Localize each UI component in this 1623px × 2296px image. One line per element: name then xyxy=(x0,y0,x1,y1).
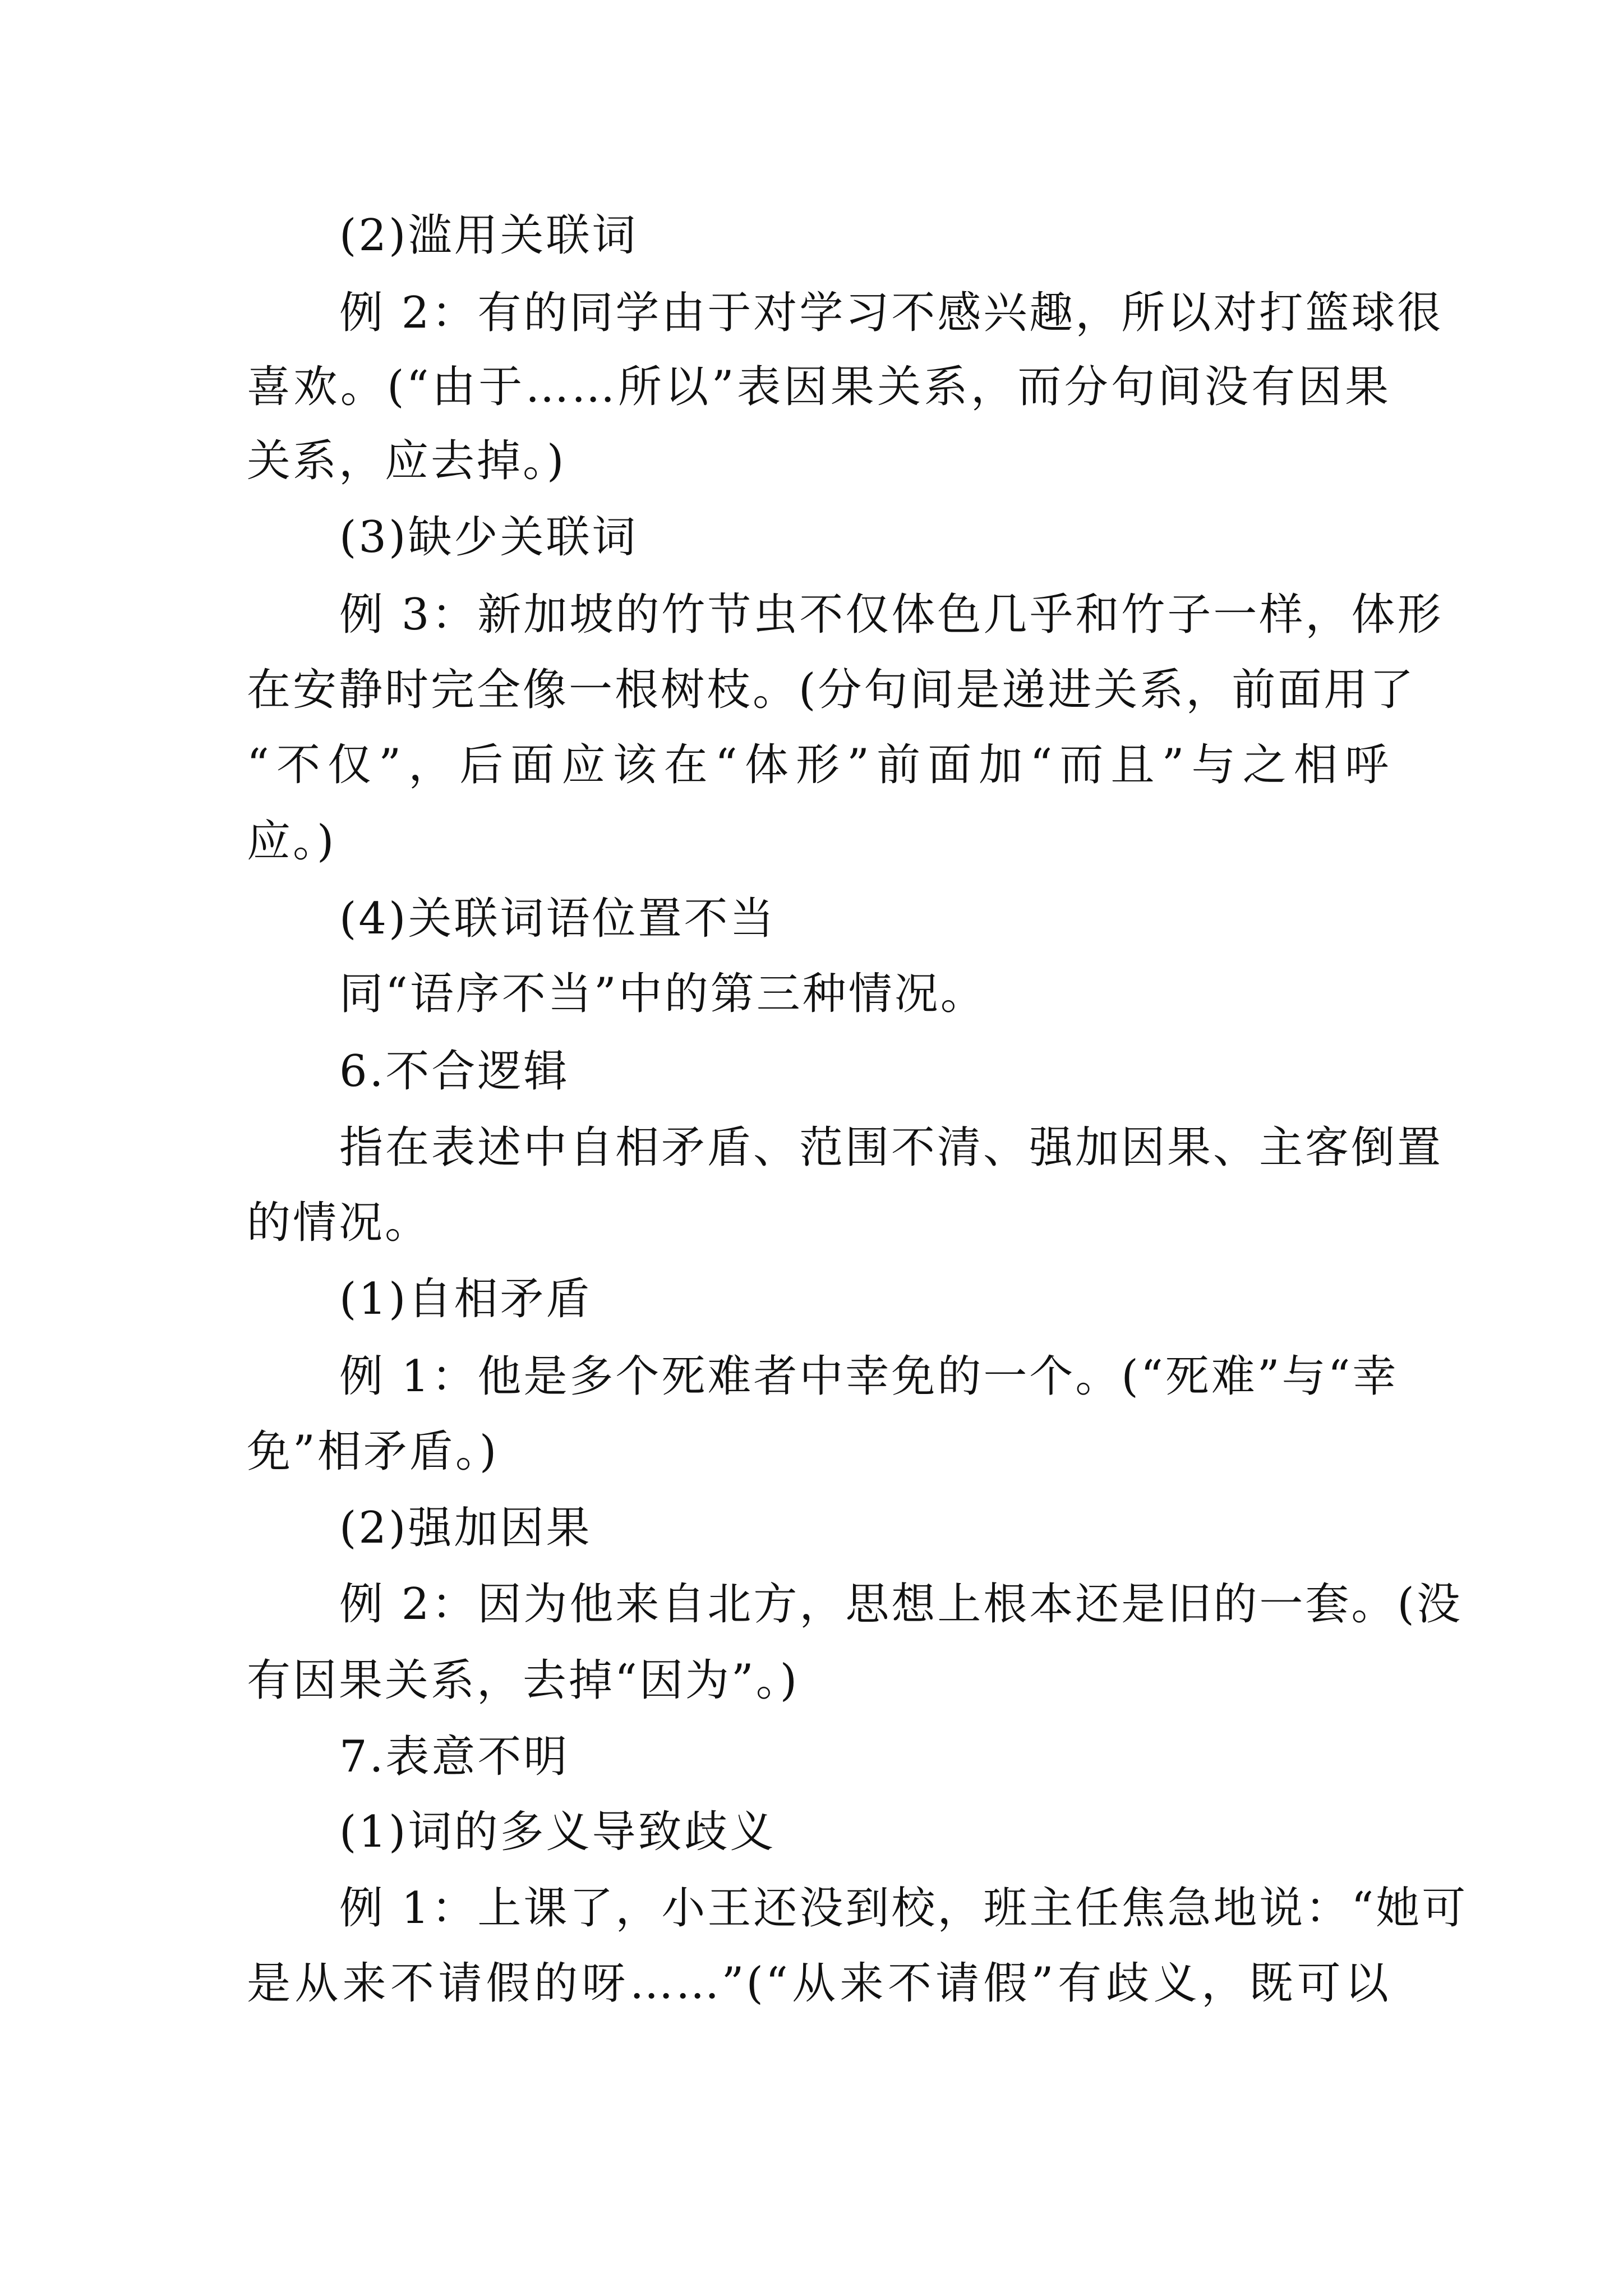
section-heading-illogical: 6.不合逻辑 xyxy=(339,1046,570,1097)
paragraph-line: 例 2：因为他来自北方，思想上根本还是旧的一套。(没 xyxy=(339,1579,1463,1630)
heading-forced-causality: (2)强加因果 xyxy=(339,1503,592,1553)
paragraph-line: 例 1：他是多个死难者中幸免的一个。(“死难”与“幸 xyxy=(339,1351,1399,1402)
paragraph-line: 指在表述中自相矛盾、范围不清、强加因果、主客倒置 xyxy=(339,1122,1444,1173)
paragraph-line: 例 2：有的同学由于对学习不感兴趣，所以对打篮球很 xyxy=(339,288,1444,338)
paragraph-line: 例 1：上课了，小王还没到校，班主任焦急地说：“她可 xyxy=(339,1883,1468,1934)
paragraph-line: “不仅”，后面应该在“体形”前面加“而且”与之相呼 xyxy=(247,740,1391,790)
heading-self-contradiction: (1)自相矛盾 xyxy=(339,1274,592,1324)
paragraph-line: 是从来不请假的呀……”(“从来不请假”有歧义，既可以 xyxy=(247,1958,1391,2009)
heading-abuse-conjunctions: (2)滥用关联词 xyxy=(339,210,638,261)
paragraph-line: 例 3：新加坡的竹节虫不仅体色几乎和竹子一样，体形 xyxy=(339,590,1444,640)
paragraph-line: 在安静时完全像一根树枝。(分句间是递进关系，前面用了 xyxy=(247,665,1416,715)
section-heading-unclear-meaning: 7.表意不明 xyxy=(339,1732,570,1782)
heading-polysemy-ambiguity: (1)词的多义导致歧义 xyxy=(339,1807,776,1857)
heading-missing-conjunctions: (3)缺少关联词 xyxy=(339,512,638,563)
paragraph-line: 同“语序不当”中的第三种情况。 xyxy=(339,969,986,1019)
paragraph-line: 关系，应去掉。) xyxy=(247,436,566,486)
paragraph-line: 有因果关系，去掉“因为”。) xyxy=(247,1655,800,1706)
paragraph-line: 喜欢。(“由于……所以”表因果关系，而分句间没有因果 xyxy=(247,362,1391,412)
paragraph-line: 应。) xyxy=(247,816,336,867)
heading-conjunction-position: (4)关联词语位置不当 xyxy=(339,894,776,944)
paragraph-line: 免”相矛盾。) xyxy=(247,1427,499,1477)
paragraph-line: 的情况。 xyxy=(247,1198,431,1248)
